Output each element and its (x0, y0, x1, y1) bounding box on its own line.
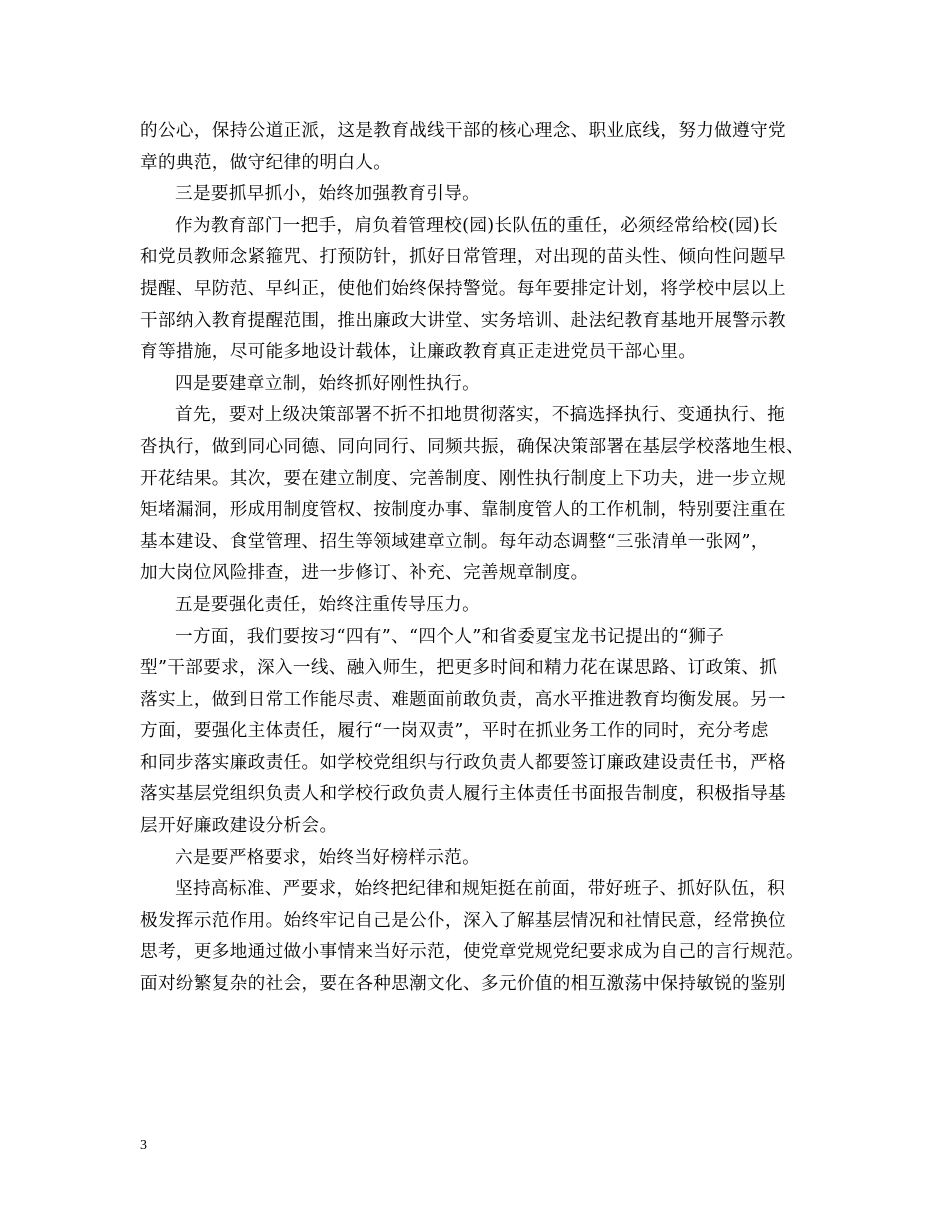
paragraph-first-line: 五是要强化责任，始终注重传导压力。 (175, 594, 481, 615)
text-line: 育等措施，尽可能多地设计载体，让廉政教育真正走进党员干部心里。 (140, 342, 697, 363)
text-line: 开花结果。其次，要在建立制度、完善制度、刚性执行制度上下功夫，进一步立规 (140, 468, 786, 489)
paragraph-first-line: 作为教育部门一把手，肩负着管理校(园)长队伍的重任，必须经常给校(园)长 (175, 215, 779, 236)
paragraph-first-line: 四是要建章立制，始终抓好刚性执行。 (175, 373, 481, 394)
text-line: 方面，要强化主体责任，履行“一岗双责”，平时在抓业务工作的同时，充分考虑 (140, 721, 769, 742)
text-line: 和同步落实廉政责任。如学校党组织与行政负责人都要签订廉政建设责任书，严格 (140, 752, 786, 773)
paragraph-first-line: 一方面，我们要按习“四有”、“四个人”和省委夏宝龙书记提出的“狮子 (175, 626, 725, 647)
text-line: 落实基层党组织负责人和学校行政负责人履行主体责任书面报告制度，积极指导基 (140, 784, 786, 805)
text-line: 极发挥示范作用。始终牢记自己是公仆，深入了解基层情况和社情民意，经常换位 (140, 910, 786, 931)
text-line: 基本建设、食堂管理、招生等领域建章立制。每年动态调整“三张清单一张网”， (140, 531, 769, 552)
text-line: 思考，更多地通过做小事情来当好示范，使党章党规党纪要求成为自己的言行规范。 (140, 942, 804, 963)
text-line: 沓执行，做到同心同德、同向同行、同频共振，确保决策部署在基层学校落地生根、 (140, 436, 804, 457)
document-body (140, 116, 830, 1001)
text-line: 加大岗位风险排查，进一步修订、补充、完善规章制度。 (140, 563, 589, 584)
paragraph-first-line: 三是要抓早抓小，始终加强教育引导。 (175, 184, 481, 205)
text-line: 落实上，做到日常工作能尽责、难题面前敢负责，高水平推进教育均衡发展。另一 (140, 689, 786, 710)
text-line: 提醒、早防范、早纠正，使他们始终保持警觉。每年要排定计划，将学校中层以上 (140, 278, 786, 299)
text-line: 和党员教师念紧箍咒、打预防针，抓好日常管理，对出现的苗头性、倾向性问题早 (140, 247, 786, 268)
text-line: 章的典范，做守纪律的明白人。 (140, 152, 392, 173)
text-line: 矩堵漏洞，形成用制度管权、按制度办事、靠制度管人的工作机制，特别要注重在 (140, 500, 786, 521)
paragraph-first-line: 首先，要对上级决策部署不折不扣地贯彻落实，不搞选择执行、变通执行、拖 (175, 405, 786, 426)
text-line: 干部纳入教育提醒范围，推出廉政大讲堂、实务培训、赴法纪教育基地开展警示教 (140, 310, 786, 331)
paragraph-first-line: 六是要严格要求，始终当好榜样示范。 (175, 847, 481, 868)
page-number: 3 (140, 1138, 147, 1153)
text-line: 面对纷繁复杂的社会，要在各种思潮文化、多元价值的相互激荡中保持敏锐的鉴别 (140, 974, 786, 995)
text-line: 型”干部要求，深入一线、融入师生，把更多时间和精力花在谋思路、订政策、抓 (140, 658, 778, 679)
text-line: 的公心，保持公道正派，这是教育战线干部的核心理念、职业底线，努力做遵守党 (140, 121, 786, 141)
paragraph-first-line: 坚持高标准、严要求，始终把纪律和规矩挺在前面，带好班子、抓好队伍，积 (175, 879, 786, 900)
text-line: 层开好廉政建设分析会。 (140, 816, 338, 837)
